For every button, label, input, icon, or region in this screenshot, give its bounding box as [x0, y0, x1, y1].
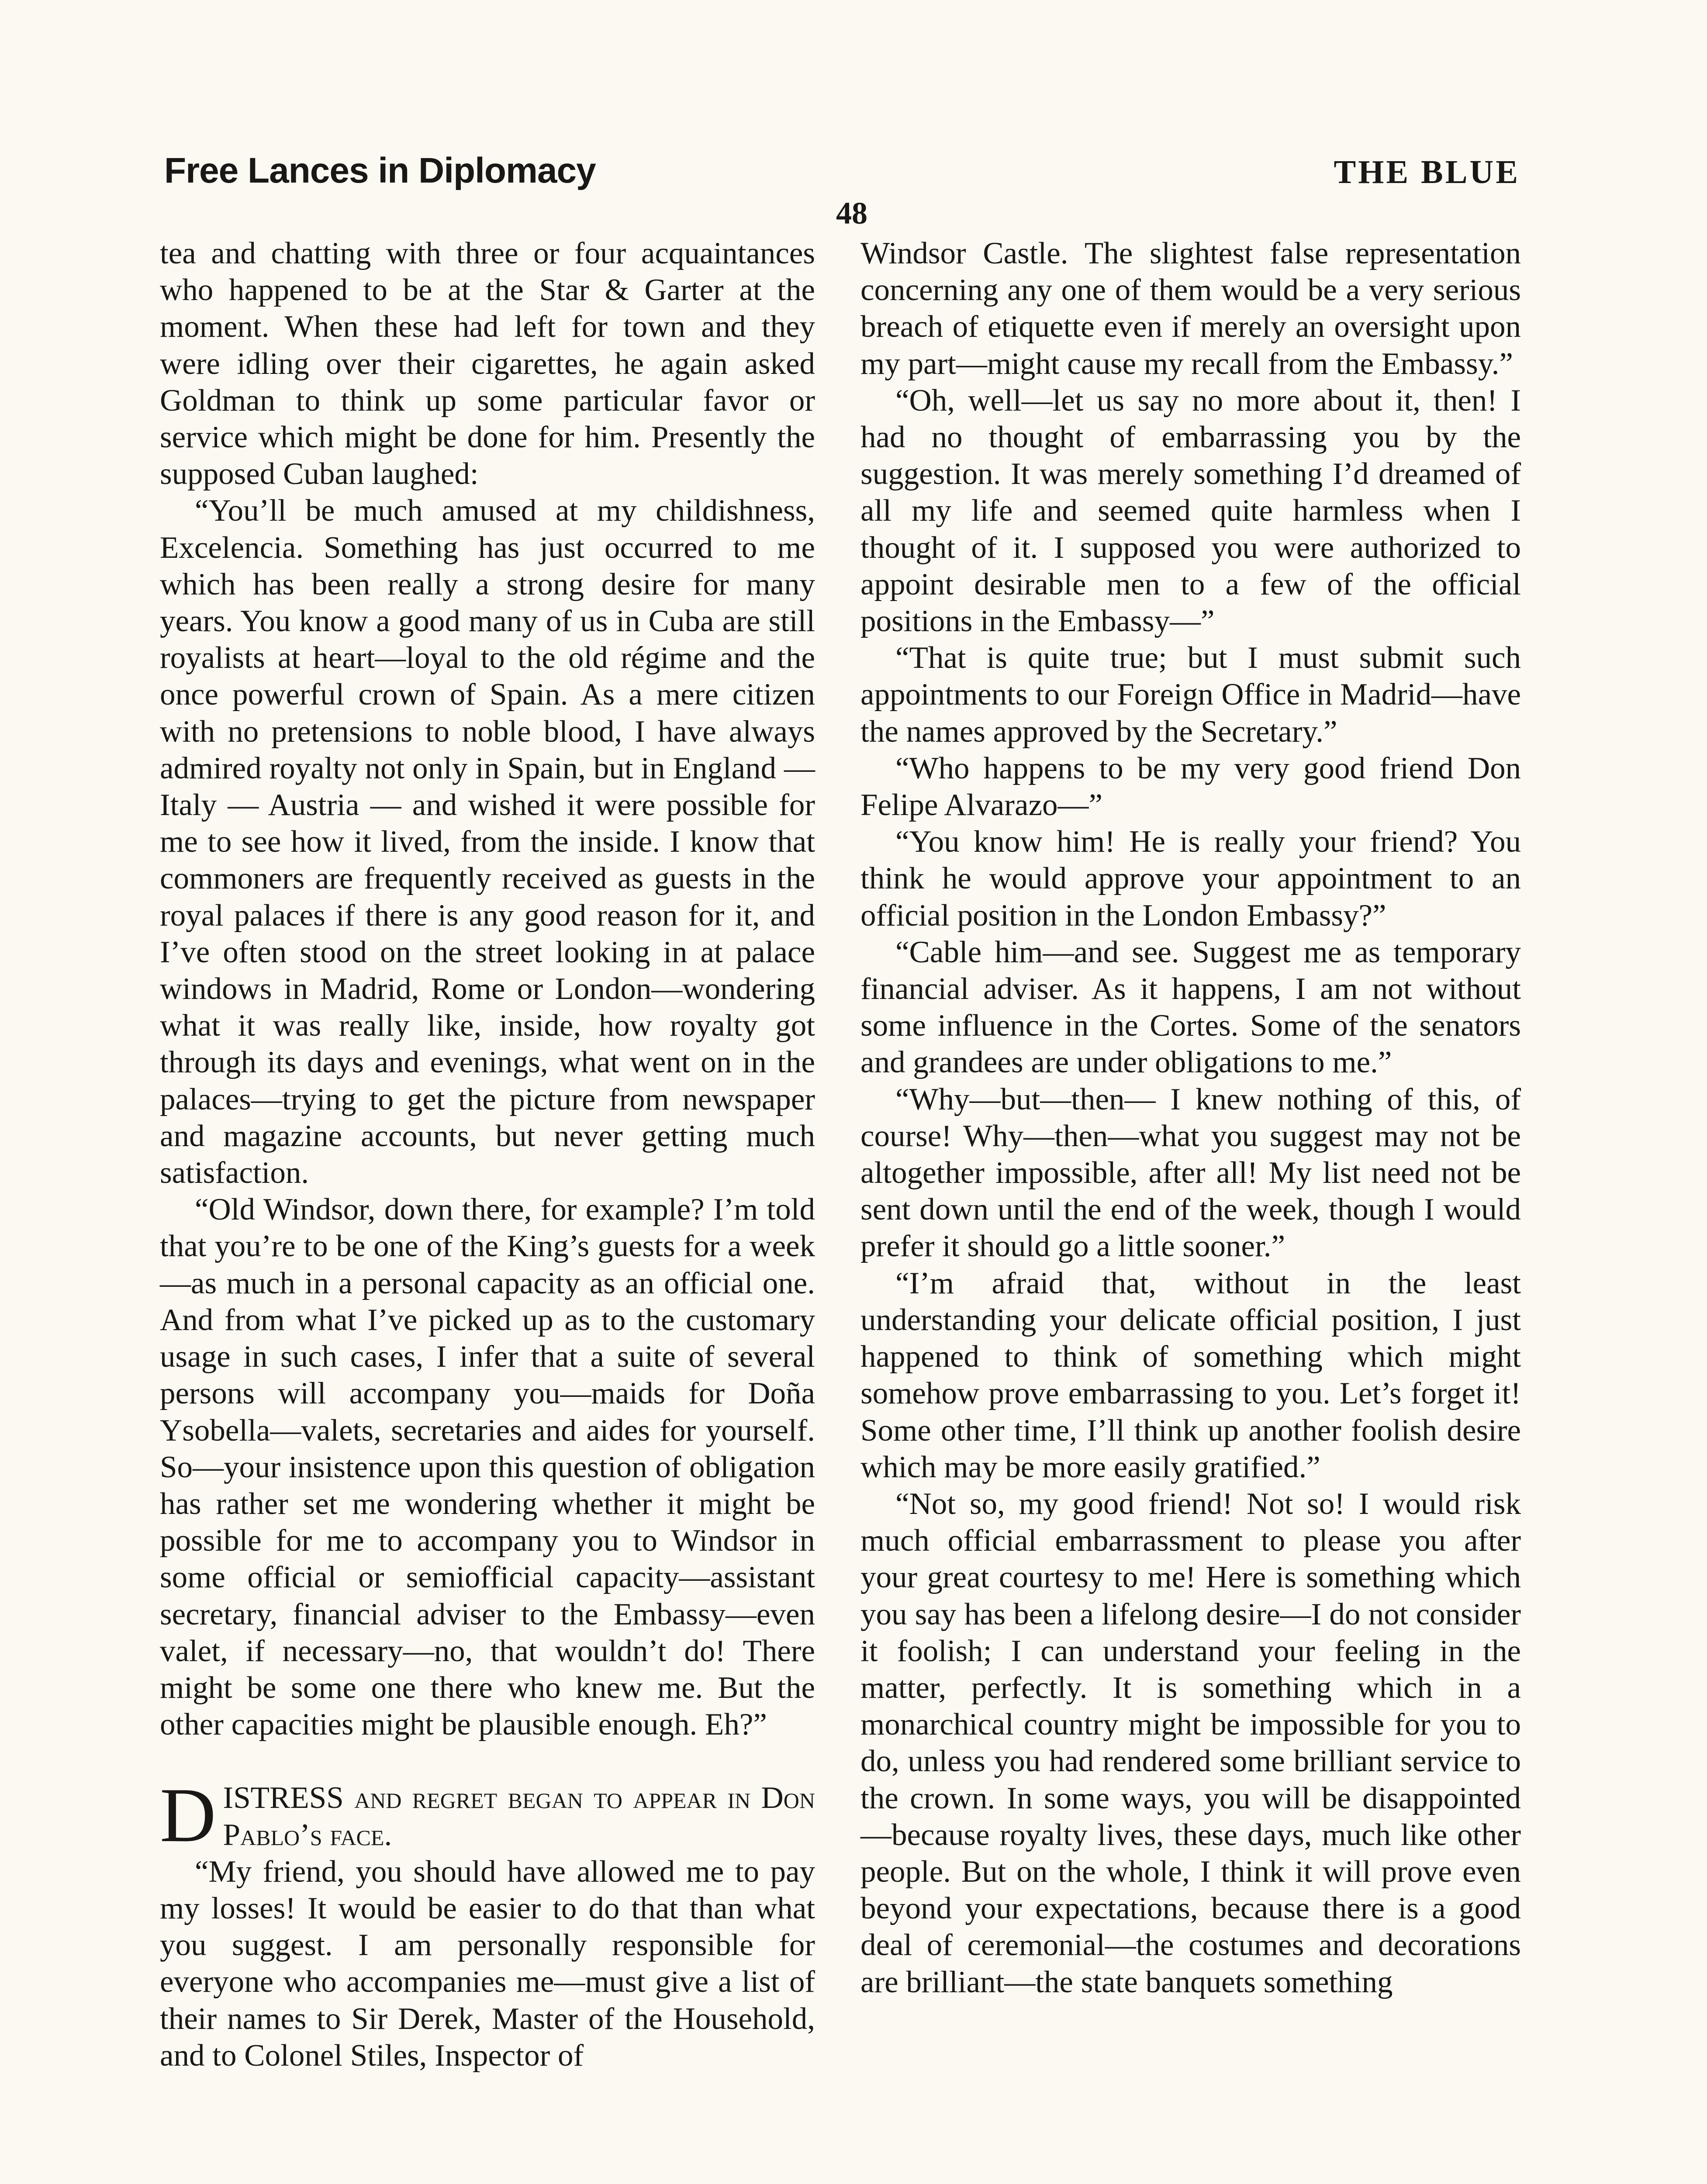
page-number: 48	[836, 196, 867, 231]
paragraph: “Oh, well—let us say no more about it, then! I had no thought of embarrassing you by the suggestion. It was merely something I’d dreamed of all my life and seemed quite harmless when I thought of it. I supposed you were authorized to appoint desirable men to a few of the official positions in the Embassy—”	[860, 383, 1521, 639]
paragraph: “Not so, my good friend! Not so! I would risk much official embarrassment to please you after your great courtesy to me! Here is something which you say has been a lifelong desire—I do not consider it foolish; I can understand your feeling in the matter, perfectly. It is something which in a monarchical country might be impossible for you to do, unless you had rendered some brilliant service to the crown. In some ways, you will be disappointed—because royalty lives, these days, much like other people. But on the whole, I think it will prove even beyond your expectations, because there is a good deal of ceremonial—the costumes and decorations are brilliant—the state banquets something	[860, 1486, 1521, 1999]
running-title: Free Lances in Diplomacy	[164, 151, 596, 190]
left-column	[160, 235, 815, 2074]
paragraph: “Old Windsor, down there, for example? I’m told that you’re to be one of the King’s guests for a week—as much in a personal capacity as an official one. And from what I’ve picked up as to the customary usage in such cases, I infer that a suite of several persons will accompany you—maids for Doña Ysobella—valets, secretaries and aides for yourself. So—your insistence upon this question of obligation has rather set me wondering whether it might be possible for me to accompany you to Windsor in some official or semiofficial capacity—assistant secretary, financial adviser to the Embassy—even valet, if necessary—no, that wouldn’t do! There might be some one there who knew me. But the other capacities might be plausible enough. Eh?”	[160, 1192, 815, 1742]
drop-cap-paragraph	[160, 1772, 815, 1859]
right-column	[860, 235, 1521, 2001]
magazine-name: THE BLUE	[1334, 154, 1520, 190]
paragraph: “Cable him—and see. Suggest me as temporary financial adviser. As it happens, I am not without some influence in the Cortes. Some of the senators and grandees are under obligations to me.”	[860, 935, 1521, 1080]
paragraph: Windsor Castle. The slightest false representation concerning any one of them would be a very serious breach of etiquette even if merely an oversight upon my part—might cause my recall from the Embassy.”	[860, 236, 1521, 381]
paragraph-text: ISTRESS and regret began to appear in Don Pablo’s face.	[223, 1781, 815, 1852]
paragraph: “Why—but—then— I knew nothing of this, of course! Why—then—what you suggest may not be altogether impossible, after all! My list need not be sent down until the end of the week, though I would prefer it should go a little sooner.”	[860, 1082, 1521, 1264]
paragraph: “Who happens to be my very good friend Don Felipe Alvarazo—”	[860, 751, 1521, 822]
paragraph: “That is quite true; but I must submit such appointments to our Foreign Office in Madrid—have the names approved by the Secretary.”	[860, 641, 1521, 749]
drop-cap: D	[160, 1772, 216, 1859]
paragraph: tea and chatting with three or four acquaintances who happened to be at the Star & Garter at the moment. When these had left for town and they were idling over their cigarettes, he again asked Goldman to think up some particular favor or service which might be done for him. Presently the supposed Cuban laughed:	[160, 236, 815, 491]
paragraph: “You’ll be much amused at my childishness, Excelencia. Something has just occurred to me which has been really a strong desire for many years. You know a good many of us in Cuba are still royalists at heart—loyal to the old régime and the once powerful crown of Spain. As a mere citizen with no pretensions to noble blood, I have always admired royalty not only in Spain, but in England — Italy — Austria — and wished it were possible for me to see how it lived, from the inside. I know that commoners are frequently received as guests in the royal palaces if there is any good reason for it, and I’ve often stood on the street looking in at palace windows in Madrid, Rome or London—wondering what it was really like, inside, how royalty got through its days and evenings, what went on in the palaces—trying to get the picture from newspaper and magazine accounts, but never getting much satisfaction.	[160, 494, 815, 1190]
paragraph: “I’m afraid that, without in the least understanding your delicate official position, I just happened to think of something which might somehow prove embarrassing to you. Let’s forget it! Some other time, I’ll think up another foolish desire which may be more easily gratified.”	[860, 1266, 1521, 1484]
paragraph: “You know him! He is really your friend? You think he would approve your appointment to an official position in the London Embassy?”	[860, 825, 1521, 933]
paragraph: “My friend, you should have allowed me to pay my losses! It would be easier to do that than what you suggest. I am personally responsible for everyone who accompanies me—must give a list of their names to Sir Derek, Master of the Household, and to Colonel Stiles, Inspector of	[160, 1854, 815, 2073]
